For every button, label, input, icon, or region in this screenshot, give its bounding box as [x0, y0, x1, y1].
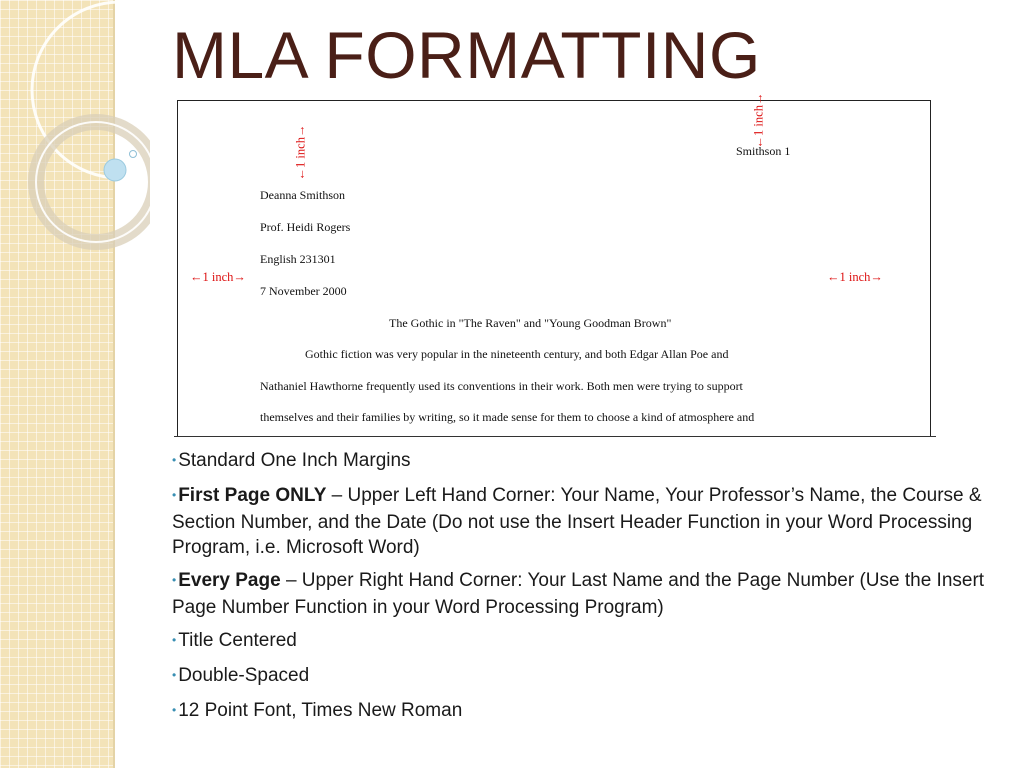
bullet-list — [172, 448, 992, 733]
bullet-text: – Upper Left Hand Corner: Your Name, Your Professor’s Name, the Course & Section Number, and the Date (Do not use the Insert Header Function in your Word Processing Program, i.e. Microsoft Word) — [172, 485, 982, 558]
right-margin-annotation: ←1 inch→ — [827, 270, 883, 284]
bullet-text: 12 Point Font, Times New Roman — [178, 700, 463, 721]
bullet-item — [172, 698, 992, 725]
page-header-right: Smithson 1 — [736, 144, 791, 158]
body-line-2: Nathaniel Hawthorne frequently used its conventions in their work. Both men were trying to support — [260, 379, 743, 393]
bullet-text: Title Centered — [178, 630, 297, 651]
bullet-dot-icon: • — [172, 573, 177, 587]
bullet-dot-icon: • — [172, 453, 177, 467]
bullet-item — [172, 568, 992, 620]
left-margin-annotation: ←1 inch→ — [190, 270, 246, 284]
bullet-item — [172, 483, 992, 560]
bullet-dot-icon: • — [172, 703, 177, 717]
paper-title: The Gothic in "The Raven" and "Young Goodman Brown" — [389, 316, 672, 330]
slide-title: MLA FORMATTING — [172, 18, 761, 92]
bullet-item — [172, 448, 992, 475]
page-bottom-rule — [174, 436, 936, 437]
heading-line-professor: Prof. Heidi Rogers — [260, 220, 351, 234]
bullet-bold-text: Every Page — [178, 570, 281, 591]
bullet-item — [172, 663, 992, 690]
sample-mla-page — [177, 92, 931, 437]
bullet-text: – Upper Right Hand Corner: Your Last Name and the Page Number (Use the Insert Page Number Function in your Word Processing Program) — [172, 570, 985, 618]
heading-line-course: English 231301 — [260, 252, 336, 266]
body-line-1: Gothic fiction was very popular in the nineteenth century, and both Edgar Allan Poe and — [305, 347, 729, 361]
body-line-3: themselves and their families by writing, so it made sense for them to choose a kind of atmosphere and — [260, 410, 755, 424]
bullet-item — [172, 628, 992, 655]
heading-line-name: Deanna Smithson — [260, 188, 345, 202]
bullet-dot-icon: • — [172, 668, 177, 682]
bullet-text: Standard One Inch Margins — [178, 450, 411, 471]
decorative-circles — [0, 0, 150, 260]
top-margin-annotation-right: ←1 inch→ — [751, 92, 766, 149]
top-margin-annotation-left: ←1 inch→ — [293, 124, 308, 181]
bullet-text: Double-Spaced — [178, 665, 310, 686]
bullet-dot-icon: • — [172, 633, 177, 647]
bullet-dot-icon: • — [172, 488, 177, 502]
heading-line-date: 7 November 2000 — [260, 284, 347, 298]
bullet-bold-text: First Page ONLY — [178, 485, 327, 506]
